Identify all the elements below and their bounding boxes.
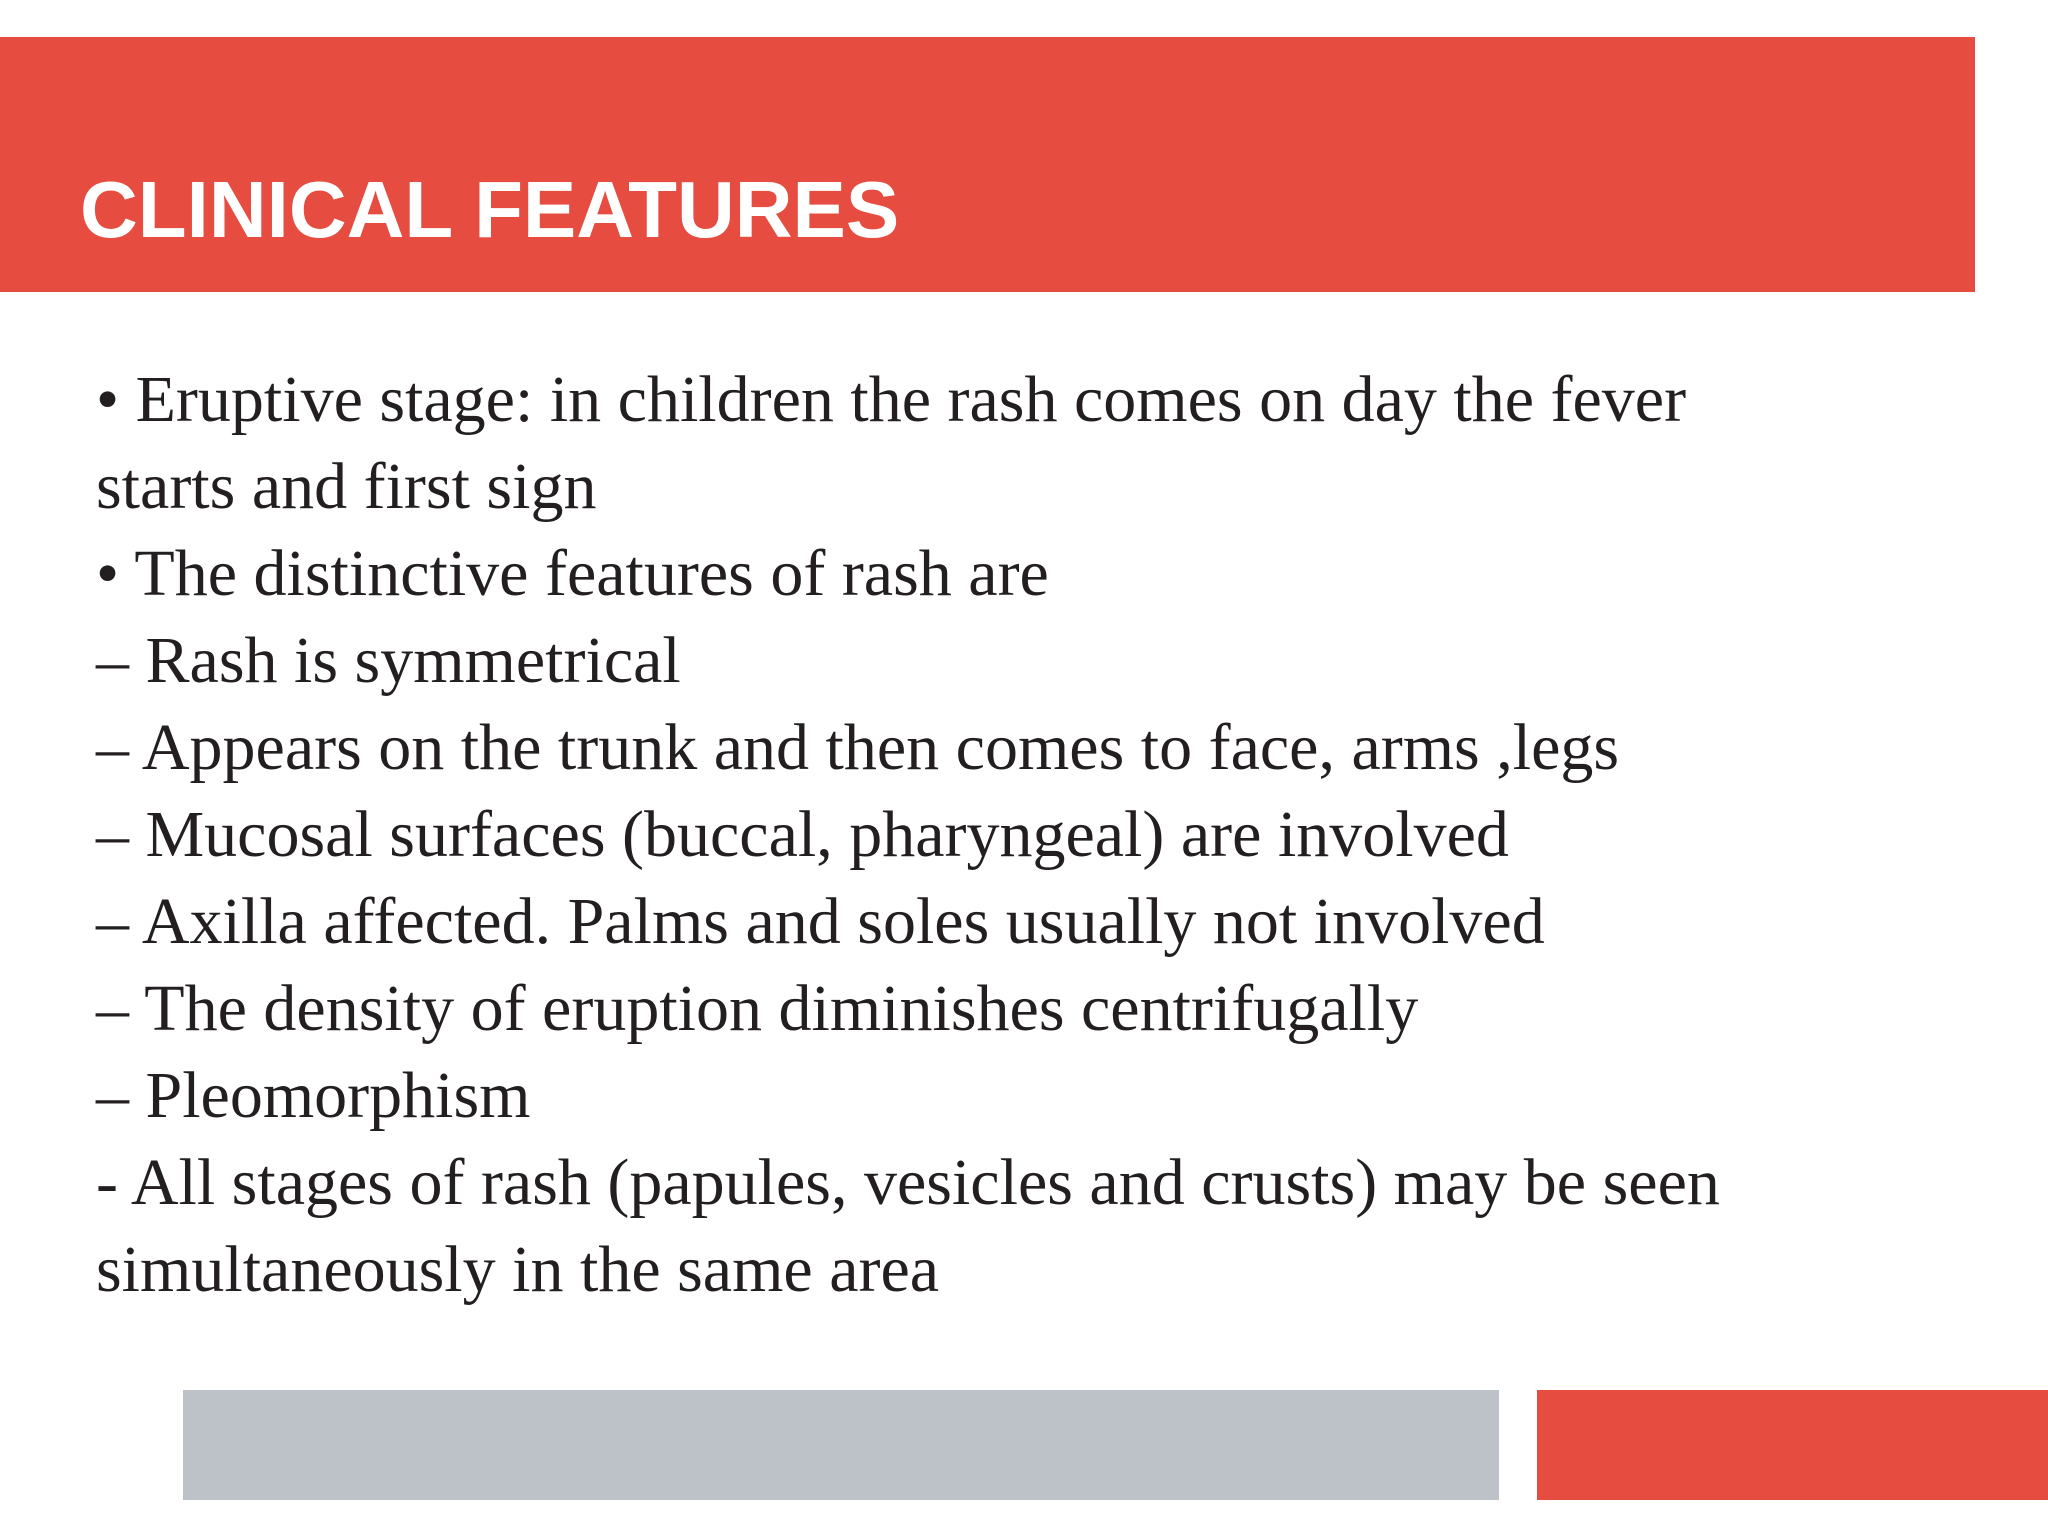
body-line-11: simultaneously in the same area [96, 1233, 940, 1306]
body-line-10: - All stages of rash (papules, vesicles and crusts) may be seen [96, 1146, 1720, 1219]
slide-body [96, 356, 1956, 1313]
footer-red-bar [1537, 1390, 2048, 1500]
body-line-9: – Pleomorphism [96, 1059, 531, 1132]
body-line-1: • Eruptive stage: in children the rash comes on day the fever [96, 363, 1687, 436]
body-line-4: – Rash is symmetrical [96, 624, 681, 697]
body-line-3: • The distinctive features of rash are [96, 537, 1049, 610]
body-line-2: starts and first sign [96, 450, 597, 523]
footer-gray-bar [183, 1390, 1499, 1500]
body-line-8: – The density of eruption diminishes centrifugally [96, 972, 1419, 1045]
body-line-5: – Appears on the trunk and then comes to face, arms ,legs [96, 711, 1620, 784]
body-line-6: – Mucosal surfaces (buccal, pharyngeal) are involved [96, 798, 1509, 871]
slide-title: CLINICAL FEATURES [80, 165, 900, 254]
body-line-7: – Axilla affected. Palms and soles usually not involved [96, 885, 1545, 958]
